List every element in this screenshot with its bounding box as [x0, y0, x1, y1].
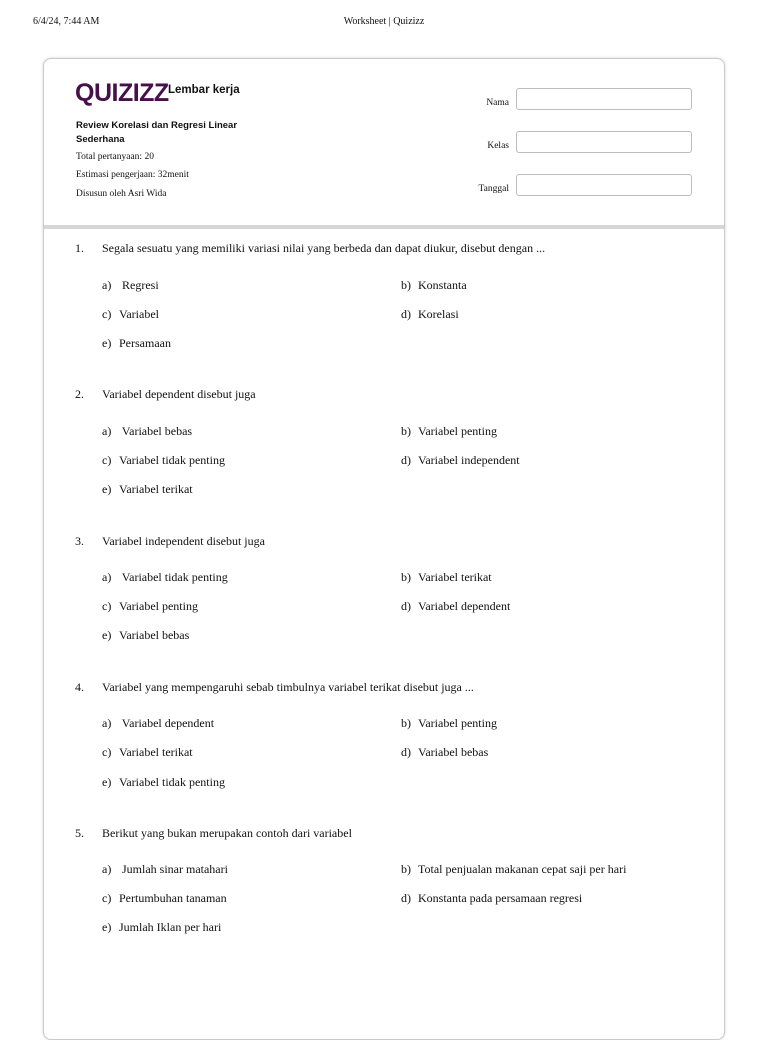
option-letter: c) — [102, 599, 112, 613]
option-text: Total penjualan makanan cepat saji per hari — [418, 862, 627, 876]
answer-option[interactable] — [102, 424, 192, 439]
answer-option[interactable] — [102, 570, 228, 585]
question-text: Berikut yang bukan merupakan contoh dari variabel — [102, 826, 352, 840]
question-text: Variabel yang mempengaruhi sebab timbulnya variabel terikat disebut juga ... — [102, 680, 474, 694]
option-text: Pertumbuhan tanaman — [119, 891, 227, 905]
option-text: Variabel terikat — [119, 745, 193, 759]
question-number: 5. — [75, 826, 84, 840]
worksheet-header — [44, 59, 724, 229]
option-letter: d) — [401, 599, 411, 613]
answer-option[interactable] — [401, 599, 510, 614]
answer-option[interactable] — [102, 336, 171, 351]
date-field[interactable] — [516, 174, 692, 196]
answer-option[interactable] — [102, 482, 193, 497]
option-letter: b) — [401, 570, 411, 584]
answer-option[interactable] — [102, 891, 227, 906]
option-text: Variabel penting — [119, 599, 198, 613]
option-text: Variabel — [119, 307, 159, 321]
answer-option[interactable] — [102, 775, 225, 790]
option-letter: e) — [102, 336, 112, 350]
answer-option[interactable] — [401, 453, 520, 468]
option-letter: a) — [102, 424, 112, 438]
print-title: Worksheet | Quizizz — [343, 16, 425, 27]
name-field[interactable] — [516, 88, 692, 110]
class-field[interactable] — [516, 131, 692, 153]
option-letter: a) — [102, 570, 112, 584]
option-letter: c) — [102, 745, 112, 759]
option-letter: d) — [401, 307, 411, 321]
question-number: 3. — [75, 534, 84, 548]
option-letter: c) — [102, 453, 112, 467]
total-questions: Total pertanyaan: 20 — [76, 152, 154, 162]
option-letter: d) — [401, 745, 411, 759]
question — [75, 680, 474, 695]
option-letter: e) — [102, 482, 112, 496]
option-text: Variabel tidak penting — [119, 570, 228, 584]
option-text: Variabel penting — [418, 424, 497, 438]
question-text: Variabel dependent disebut juga — [102, 387, 256, 401]
question-number: 2. — [75, 387, 84, 401]
question — [75, 387, 256, 402]
question-text: Segala sesuatu yang memiliki variasi nilai yang berbeda dan dapat diukur, disebut dengan ... — [102, 241, 546, 255]
answer-option[interactable] — [102, 920, 221, 935]
question-text: Variabel independent disebut juga — [102, 534, 265, 548]
answer-option[interactable] — [401, 278, 467, 293]
answer-option[interactable] — [102, 307, 159, 322]
option-text: Variabel tidak penting — [119, 453, 225, 467]
print-date: 6/4/24, 7:44 AM — [33, 16, 100, 27]
answer-option[interactable] — [102, 862, 228, 877]
option-letter: a) — [102, 278, 112, 292]
option-text: Variabel dependent — [418, 599, 511, 613]
worksheet-title: Review Korelasi dan Regresi Linear Sederhana — [76, 120, 238, 145]
option-text: Variabel dependent — [119, 716, 215, 730]
option-letter: a) — [102, 862, 112, 876]
option-letter: c) — [102, 307, 112, 321]
worksheet-type-label: Lembar kerja — [168, 84, 240, 96]
question-number: 1. — [75, 241, 84, 255]
answer-option[interactable] — [102, 453, 225, 468]
answer-option[interactable] — [401, 862, 626, 877]
answer-option[interactable] — [401, 570, 492, 585]
option-letter: d) — [401, 453, 411, 467]
question — [75, 241, 545, 256]
answer-option[interactable] — [401, 716, 497, 731]
option-text: Variabel bebas — [119, 424, 193, 438]
option-text: Variabel terikat — [418, 570, 492, 584]
answer-option[interactable] — [102, 599, 198, 614]
quizizz-logo: QUIZIZZ — [75, 79, 169, 107]
option-letter: b) — [401, 716, 411, 730]
option-text: Konstanta — [418, 278, 467, 292]
option-letter: e) — [102, 775, 112, 789]
option-letter: d) — [401, 891, 411, 905]
answer-option[interactable] — [102, 628, 189, 643]
option-text: Variabel penting — [418, 716, 497, 730]
option-text: Korelasi — [418, 307, 459, 321]
author: Disusun oleh Asri Wida — [76, 189, 167, 199]
option-text: Persamaan — [119, 336, 171, 350]
question-number: 4. — [75, 680, 84, 694]
option-letter: c) — [102, 891, 112, 905]
option-text: Konstanta pada persamaan regresi — [418, 891, 583, 905]
option-letter: a) — [102, 716, 112, 730]
answer-option[interactable] — [102, 745, 193, 760]
option-letter: b) — [401, 862, 411, 876]
option-text: Variabel bebas — [418, 745, 489, 759]
answer-option[interactable] — [102, 278, 159, 293]
name-label: Nama — [486, 98, 509, 108]
question — [75, 826, 352, 841]
option-text: Regresi — [119, 278, 159, 292]
answer-option[interactable] — [401, 307, 459, 322]
option-letter: e) — [102, 920, 112, 934]
answer-option[interactable] — [401, 891, 582, 906]
option-letter: b) — [401, 278, 411, 292]
option-text: Variabel terikat — [119, 482, 193, 496]
option-letter: b) — [401, 424, 411, 438]
answer-option[interactable] — [401, 424, 497, 439]
option-text: Jumlah sinar matahari — [119, 862, 228, 876]
option-text: Variabel independent — [418, 453, 520, 467]
question — [75, 534, 265, 549]
date-label: Tanggal — [478, 184, 509, 194]
answer-option[interactable] — [102, 716, 214, 731]
print-header — [0, 16, 768, 30]
option-text: Variabel bebas — [119, 628, 190, 642]
class-label: Kelas — [487, 141, 509, 151]
option-letter: e) — [102, 628, 112, 642]
option-text: Variabel tidak penting — [119, 775, 225, 789]
estimated-time: Estimasi pengerjaan: 32menit — [76, 170, 189, 180]
answer-option[interactable] — [401, 745, 488, 760]
option-text: Jumlah Iklan per hari — [119, 920, 222, 934]
